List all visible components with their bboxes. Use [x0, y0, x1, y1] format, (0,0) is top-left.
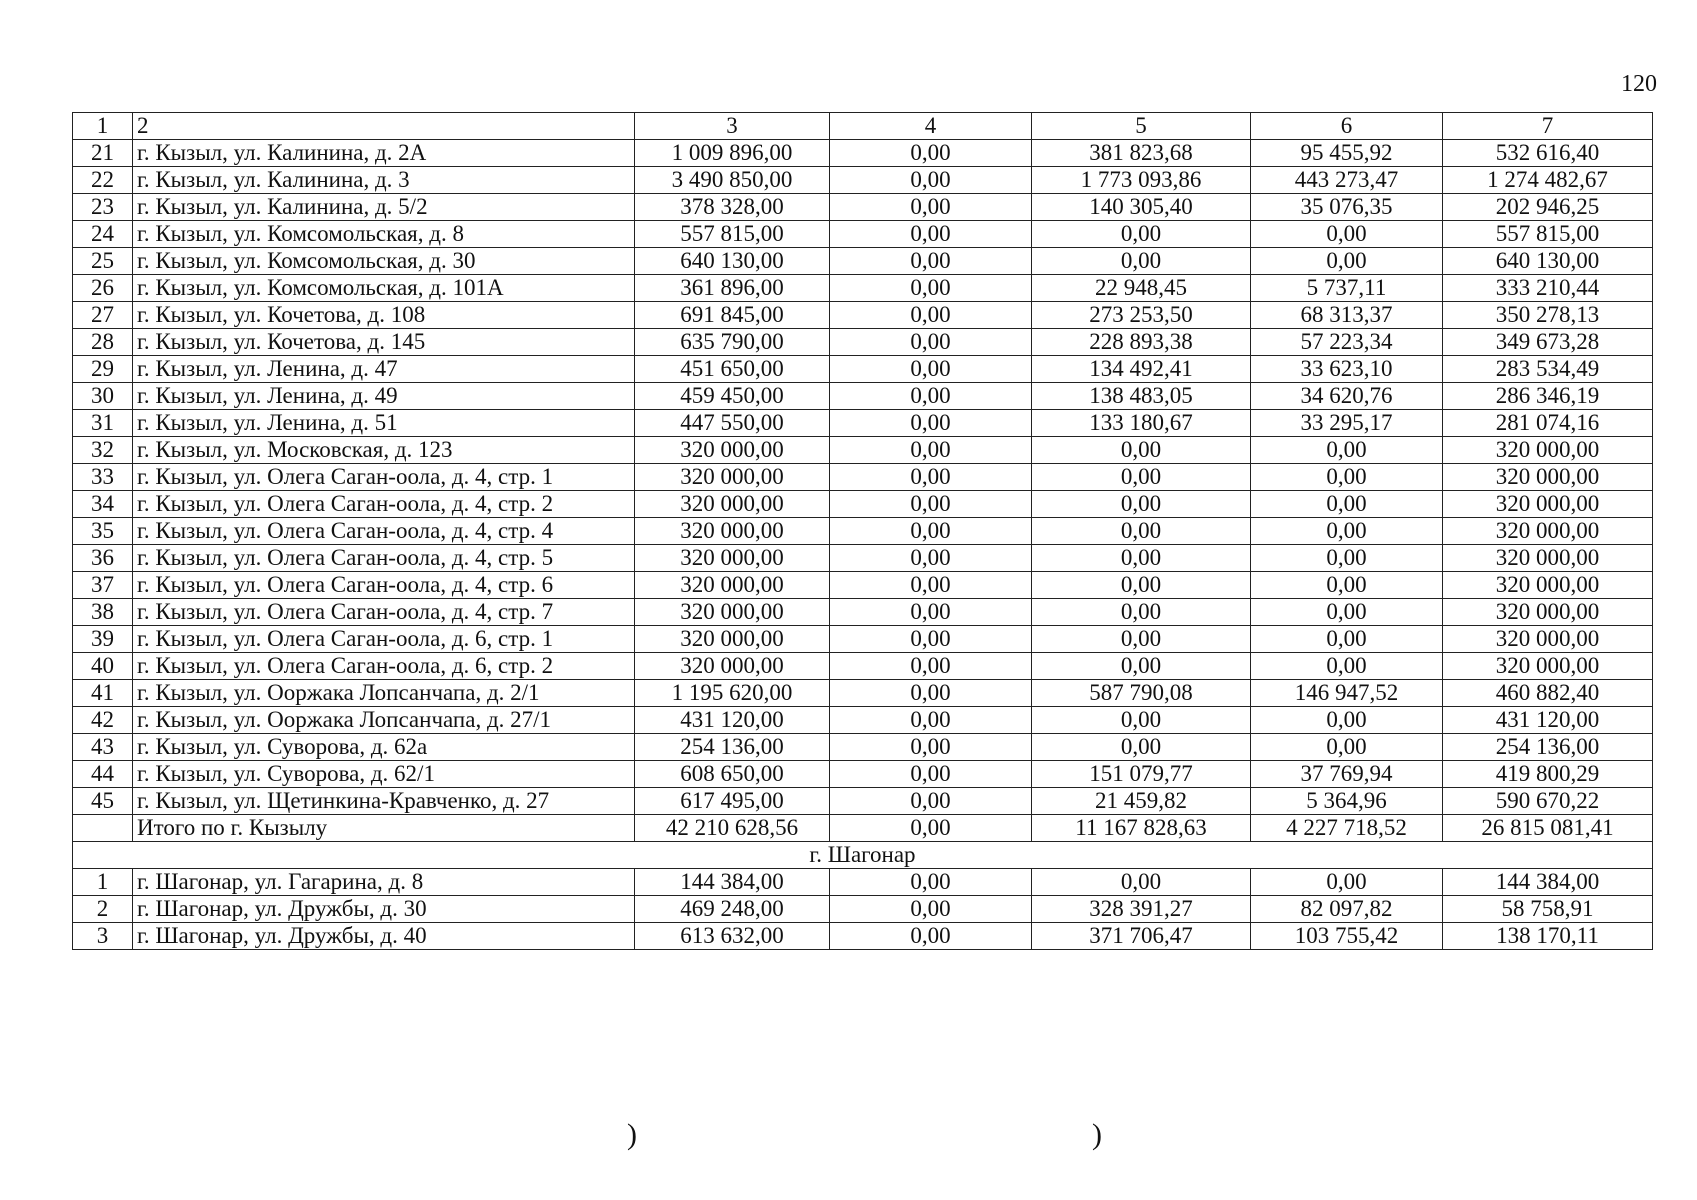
table-cell-col-4: 0,00: [830, 275, 1032, 302]
table-cell-col-4: 0,00: [830, 572, 1032, 599]
table-cell-col-6: 33 295,17: [1251, 410, 1443, 437]
table-cell-col-4: 0,00: [830, 491, 1032, 518]
table-cell-col-5: 0,00: [1032, 545, 1251, 572]
table-cell-col-1: 35: [73, 518, 133, 545]
table-cell-col-5: 0,00: [1032, 572, 1251, 599]
table-row: [73, 464, 1653, 491]
table-cell-col-1: 27: [73, 302, 133, 329]
table-cell-col-4: 0,00: [830, 329, 1032, 356]
table-cell-col-4: 0,00: [830, 356, 1032, 383]
table-cell-col-5: 0,00: [1032, 626, 1251, 653]
table-cell-col-2: г. Кызыл, ул. Ооржака Лопсанчапа, д. 2/1: [133, 680, 635, 707]
table-cell-col-3: 320 000,00: [635, 653, 830, 680]
table-cell-col-5: 328 391,27: [1032, 896, 1251, 923]
table-cell-col-7: 349 673,28: [1443, 329, 1653, 356]
table-cell-col-4: 0,00: [830, 761, 1032, 788]
table-row: [73, 626, 1653, 653]
table-cell-col-1: 1: [73, 113, 133, 140]
table-cell-col-4: 0,00: [830, 518, 1032, 545]
table-row: [73, 545, 1653, 572]
table-cell-col-7: 7: [1443, 113, 1653, 140]
table-cell-col-7: 460 882,40: [1443, 680, 1653, 707]
table-row: [73, 869, 1653, 896]
table-cell-col-4: 0,00: [830, 653, 1032, 680]
table-row: [73, 221, 1653, 248]
table-cell-col-2: г. Кызыл, ул. Олега Саган-оола, д. 4, стр. 2: [133, 491, 635, 518]
table-cell-col-4: 0,00: [830, 383, 1032, 410]
table-cell-col-6: 0,00: [1251, 464, 1443, 491]
table-cell-col-1: 42: [73, 707, 133, 734]
table-cell-col-2: г. Кызыл, ул. Комсомольская, д. 8: [133, 221, 635, 248]
table-row: [73, 653, 1653, 680]
table-cell-col-2: г. Кызыл, ул. Олега Саган-оола, д. 4, стр. 5: [133, 545, 635, 572]
table-cell-col-1: 21: [73, 140, 133, 167]
table-cell-col-6: 146 947,52: [1251, 680, 1443, 707]
table-cell-col-7: 320 000,00: [1443, 599, 1653, 626]
table-cell-col-1: 38: [73, 599, 133, 626]
table-cell-col-4: 0,00: [830, 869, 1032, 896]
table-row: [73, 896, 1653, 923]
table-row: [73, 356, 1653, 383]
table-cell-col-1: 2: [73, 896, 133, 923]
table-cell-col-7: 333 210,44: [1443, 275, 1653, 302]
bottom-mark-left: ): [627, 1118, 637, 1151]
table-cell-col-5: 1 773 093,86: [1032, 167, 1251, 194]
table-cell-col-6: 35 076,35: [1251, 194, 1443, 221]
table-cell-col-6: 0,00: [1251, 626, 1443, 653]
table-cell-col-5: 138 483,05: [1032, 383, 1251, 410]
table-cell-col-5: 11 167 828,63: [1032, 815, 1251, 842]
table-cell-col-4: 0,00: [830, 545, 1032, 572]
table-cell-col-1: 1: [73, 869, 133, 896]
page-number: 120: [1621, 71, 1657, 97]
table-cell-col-3: 320 000,00: [635, 626, 830, 653]
table-cell-col-5: 0,00: [1032, 599, 1251, 626]
table-cell-col-1: 28: [73, 329, 133, 356]
table-cell-col-4: 0,00: [830, 194, 1032, 221]
table-cell-col-3: 1 195 620,00: [635, 680, 830, 707]
table-cell-col-4: 0,00: [830, 410, 1032, 437]
table-cell-col-7: 419 800,29: [1443, 761, 1653, 788]
table-cell-col-3: 378 328,00: [635, 194, 830, 221]
table-cell-col-6: 0,00: [1251, 599, 1443, 626]
table-cell-col-6: 68 313,37: [1251, 302, 1443, 329]
table-cell-col-3: 320 000,00: [635, 437, 830, 464]
table-cell-col-3: 640 130,00: [635, 248, 830, 275]
table-cell-col-2: г. Кызыл, ул. Калинина, д. 2А: [133, 140, 635, 167]
table-cell-col-1: 39: [73, 626, 133, 653]
table-cell-col-7: 26 815 081,41: [1443, 815, 1653, 842]
table-cell-col-7: 320 000,00: [1443, 437, 1653, 464]
table-cell-col-4: 0,00: [830, 302, 1032, 329]
table-row: [73, 734, 1653, 761]
table-cell-col-2: г. Шагонар, ул. Дружбы, д. 40: [133, 923, 635, 950]
table-cell-col-1: [73, 815, 133, 842]
table-cell-col-1: 40: [73, 653, 133, 680]
table-cell-col-2: г. Кызыл, ул. Суворова, д. 62/1: [133, 761, 635, 788]
table-cell-col-5: 0,00: [1032, 869, 1251, 896]
table-cell-col-6: 0,00: [1251, 437, 1443, 464]
table-cell-col-2: г. Кызыл, ул. Ооржака Лопсанчапа, д. 27/1: [133, 707, 635, 734]
table-cell-col-1: 3: [73, 923, 133, 950]
table-cell-col-5: 133 180,67: [1032, 410, 1251, 437]
table-cell-col-6: 95 455,92: [1251, 140, 1443, 167]
table-row: [73, 302, 1653, 329]
table-cell-col-3: 320 000,00: [635, 518, 830, 545]
table-cell-col-3: 635 790,00: [635, 329, 830, 356]
table-cell-col-2: г. Кызыл, ул. Олега Саган-оола, д. 4, стр. 1: [133, 464, 635, 491]
table-row: [73, 437, 1653, 464]
table-cell-col-1: 31: [73, 410, 133, 437]
table-cell-col-2: г. Шагонар, ул. Гагарина, д. 8: [133, 869, 635, 896]
table-cell-col-6: 0,00: [1251, 518, 1443, 545]
table-cell-col-6: 6: [1251, 113, 1443, 140]
table-cell-col-3: 557 815,00: [635, 221, 830, 248]
table-row: [73, 167, 1653, 194]
table-cell-col-2: г. Кызыл, ул. Комсомольская, д. 30: [133, 248, 635, 275]
table-row: [73, 518, 1653, 545]
table-cell-col-6: 0,00: [1251, 248, 1443, 275]
table-row: [73, 329, 1653, 356]
table-cell-col-5: 587 790,08: [1032, 680, 1251, 707]
table-cell-col-7: 144 384,00: [1443, 869, 1653, 896]
total-row: [73, 815, 1653, 842]
table-cell-col-6: 57 223,34: [1251, 329, 1443, 356]
table-cell-col-4: 0,00: [830, 437, 1032, 464]
table-cell-col-6: 33 623,10: [1251, 356, 1443, 383]
table-cell-col-4: 0,00: [830, 815, 1032, 842]
table-cell-col-5: 0,00: [1032, 707, 1251, 734]
table-cell-col-2: г. Кызыл, ул. Кочетова, д. 108: [133, 302, 635, 329]
table-cell-col-7: 320 000,00: [1443, 545, 1653, 572]
table-cell-col-3: 469 248,00: [635, 896, 830, 923]
table-row: [73, 410, 1653, 437]
table-cell-col-4: 0,00: [830, 896, 1032, 923]
table-cell-col-7: 557 815,00: [1443, 221, 1653, 248]
table-cell-col-1: 24: [73, 221, 133, 248]
table-cell-col-7: 281 074,16: [1443, 410, 1653, 437]
table-cell-col-6: 37 769,94: [1251, 761, 1443, 788]
table-cell-col-6: 0,00: [1251, 734, 1443, 761]
table-cell-col-1: 43: [73, 734, 133, 761]
table-cell-col-3: 254 136,00: [635, 734, 830, 761]
table-cell-col-4: 0,00: [830, 248, 1032, 275]
table-cell-col-5: 371 706,47: [1032, 923, 1251, 950]
table-cell-col-1: 29: [73, 356, 133, 383]
table-cell-col-7: 202 946,25: [1443, 194, 1653, 221]
table-cell-col-4: 0,00: [830, 464, 1032, 491]
table-cell-col-5: 0,00: [1032, 491, 1251, 518]
table-row: [73, 275, 1653, 302]
table-cell-col-3: 320 000,00: [635, 491, 830, 518]
bottom-mark-right: ): [1092, 1118, 1102, 1151]
table-cell-col-1: 26: [73, 275, 133, 302]
table-cell-col-6: 82 097,82: [1251, 896, 1443, 923]
table-cell-col-4: 0,00: [830, 221, 1032, 248]
table-cell-col-7: 590 670,22: [1443, 788, 1653, 815]
table-row: [73, 140, 1653, 167]
table-cell-col-6: 5 364,96: [1251, 788, 1443, 815]
table-cell-col-2: г. Шагонар, ул. Дружбы, д. 30: [133, 896, 635, 923]
table-cell-col-1: 34: [73, 491, 133, 518]
table-row: [73, 599, 1653, 626]
table-cell-col-6: 0,00: [1251, 707, 1443, 734]
table-cell-col-4: 4: [830, 113, 1032, 140]
table-cell-col-3: 431 120,00: [635, 707, 830, 734]
table-cell-col-7: 320 000,00: [1443, 491, 1653, 518]
table-cell-col-6: 5 737,11: [1251, 275, 1443, 302]
table-cell-col-6: 443 273,47: [1251, 167, 1443, 194]
table-cell-col-1: 36: [73, 545, 133, 572]
table-cell-col-2: г. Кызыл, ул. Олега Саган-оола, д. 4, стр. 6: [133, 572, 635, 599]
table-cell-col-5: 0,00: [1032, 221, 1251, 248]
table-row: [73, 383, 1653, 410]
table-cell-col-3: 320 000,00: [635, 572, 830, 599]
table-cell-col-5: 22 948,45: [1032, 275, 1251, 302]
table-row: [73, 491, 1653, 518]
table-cell-col-5: 0,00: [1032, 248, 1251, 275]
table-cell-col-6: 4 227 718,52: [1251, 815, 1443, 842]
table-cell-col-3: 691 845,00: [635, 302, 830, 329]
table-cell-col-5: 151 079,77: [1032, 761, 1251, 788]
table-cell-col-3: 3: [635, 113, 830, 140]
header-row: [73, 113, 1653, 140]
table-cell-col-2: г. Кызыл, ул. Щетинкина-Кравченко, д. 27: [133, 788, 635, 815]
table-cell-col-5: 0,00: [1032, 734, 1251, 761]
table-cell-col-6: 0,00: [1251, 572, 1443, 599]
table-cell-col-2: 2: [133, 113, 635, 140]
table-cell-col-7: 138 170,11: [1443, 923, 1653, 950]
section-row: [73, 842, 1653, 869]
table-cell-col-2: г. Кызыл, ул. Олега Саган-оола, д. 6, стр. 1: [133, 626, 635, 653]
table-cell-col-3: 447 550,00: [635, 410, 830, 437]
table-cell-col-5: 381 823,68: [1032, 140, 1251, 167]
table-cell-col-1: 37: [73, 572, 133, 599]
table-row: [73, 788, 1653, 815]
table-cell-col-4: 0,00: [830, 599, 1032, 626]
table-cell-col-5: 5: [1032, 113, 1251, 140]
table-cell-col-4: 0,00: [830, 626, 1032, 653]
table-cell-col-4: 0,00: [830, 707, 1032, 734]
table-cell-col-6: 34 620,76: [1251, 383, 1443, 410]
table-cell-col-2: г. Кызыл, ул. Ленина, д. 49: [133, 383, 635, 410]
table-cell-col-7: 320 000,00: [1443, 572, 1653, 599]
table-cell-col-6: 0,00: [1251, 545, 1443, 572]
table-cell-col-7: 286 346,19: [1443, 383, 1653, 410]
table-cell-col-2: г. Кызыл, ул. Калинина, д. 3: [133, 167, 635, 194]
table-cell-col-3: 459 450,00: [635, 383, 830, 410]
table-row: [73, 194, 1653, 221]
table-cell-col-7: 431 120,00: [1443, 707, 1653, 734]
table-row: [73, 248, 1653, 275]
table-cell-col-7: 283 534,49: [1443, 356, 1653, 383]
table-cell-col-2: г. Кызыл, ул. Олега Саган-оола, д. 4, стр. 7: [133, 599, 635, 626]
table-cell-col-7: 320 000,00: [1443, 626, 1653, 653]
table-cell-col-3: 361 896,00: [635, 275, 830, 302]
table-cell-col-5: 0,00: [1032, 653, 1251, 680]
table-cell-col-3: 1 009 896,00: [635, 140, 830, 167]
table-cell-col-7: 350 278,13: [1443, 302, 1653, 329]
table-cell-col-7: 640 130,00: [1443, 248, 1653, 275]
table-cell-col-1: 23: [73, 194, 133, 221]
table-cell-col-4: 0,00: [830, 734, 1032, 761]
table-cell-col-5: 21 459,82: [1032, 788, 1251, 815]
table-cell-col-1: 41: [73, 680, 133, 707]
table-cell-col-6: 0,00: [1251, 221, 1443, 248]
table-cell-col-2: г. Кызыл, ул. Олега Саган-оола, д. 4, стр. 4: [133, 518, 635, 545]
table-cell-col-7: 320 000,00: [1443, 464, 1653, 491]
table-cell-col-3: 608 650,00: [635, 761, 830, 788]
table-cell-col-3: 144 384,00: [635, 869, 830, 896]
data-table: [72, 112, 1653, 950]
table-cell-col-2: Итого по г. Кызылу: [133, 815, 635, 842]
table-cell-col-7: 532 616,40: [1443, 140, 1653, 167]
table-cell-col-1: 30: [73, 383, 133, 410]
table-cell-col-5: 134 492,41: [1032, 356, 1251, 383]
table-cell-col-4: 0,00: [830, 680, 1032, 707]
table-row: [73, 572, 1653, 599]
table-cell-col-4: 0,00: [830, 923, 1032, 950]
table-cell-col-3: 42 210 628,56: [635, 815, 830, 842]
table-cell-col-3: 320 000,00: [635, 599, 830, 626]
table-row: [73, 707, 1653, 734]
table-cell-col-4: 0,00: [830, 788, 1032, 815]
table-cell-col-4: 0,00: [830, 167, 1032, 194]
table-cell-col-3: 617 495,00: [635, 788, 830, 815]
table-cell-col-5: 0,00: [1032, 464, 1251, 491]
table-cell-col-7: 1 274 482,67: [1443, 167, 1653, 194]
table-cell-col-6: 0,00: [1251, 869, 1443, 896]
table-cell-col-7: 320 000,00: [1443, 518, 1653, 545]
table-cell-col-6: 103 755,42: [1251, 923, 1443, 950]
table-cell-col-2: г. Кызыл, ул. Комсомольская, д. 101А: [133, 275, 635, 302]
table-cell-col-1: 32: [73, 437, 133, 464]
table-cell-col-1: 33: [73, 464, 133, 491]
table-cell-col-1: 22: [73, 167, 133, 194]
table-cell-col-2: г. Кызыл, ул. Московская, д. 123: [133, 437, 635, 464]
table-cell-col-7: 254 136,00: [1443, 734, 1653, 761]
table-cell-col-2: г. Кызыл, ул. Кочетова, д. 145: [133, 329, 635, 356]
table-cell-col-1: 25: [73, 248, 133, 275]
table-cell-col-3: 320 000,00: [635, 464, 830, 491]
table-cell-col-6: 0,00: [1251, 491, 1443, 518]
table-cell-col-3: 320 000,00: [635, 545, 830, 572]
table-cell-col-5: 228 893,38: [1032, 329, 1251, 356]
table-cell-col-7: 58 758,91: [1443, 896, 1653, 923]
table-row: [73, 761, 1653, 788]
table-cell-col-5: 0,00: [1032, 518, 1251, 545]
table-cell-col-2: г. Кызыл, ул. Олега Саган-оола, д. 6, стр. 2: [133, 653, 635, 680]
table-cell-col-2: г. Кызыл, ул. Ленина, д. 51: [133, 410, 635, 437]
table-cell-col-2: г. Кызыл, ул. Суворова, д. 62а: [133, 734, 635, 761]
table-cell-col-5: 273 253,50: [1032, 302, 1251, 329]
section-title: г. Шагонар: [73, 842, 1653, 869]
table-cell-col-7: 320 000,00: [1443, 653, 1653, 680]
table-cell-col-2: г. Кызыл, ул. Ленина, д. 47: [133, 356, 635, 383]
table-cell-col-1: 45: [73, 788, 133, 815]
table-cell-col-3: 613 632,00: [635, 923, 830, 950]
table-row: [73, 923, 1653, 950]
table-cell-col-1: 44: [73, 761, 133, 788]
table-cell-col-2: г. Кызыл, ул. Калинина, д. 5/2: [133, 194, 635, 221]
table-cell-col-5: 140 305,40: [1032, 194, 1251, 221]
table-cell-col-3: 3 490 850,00: [635, 167, 830, 194]
table-cell-col-3: 451 650,00: [635, 356, 830, 383]
table-cell-col-4: 0,00: [830, 140, 1032, 167]
table-cell-col-5: 0,00: [1032, 437, 1251, 464]
table-row: [73, 680, 1653, 707]
table-cell-col-6: 0,00: [1251, 653, 1443, 680]
